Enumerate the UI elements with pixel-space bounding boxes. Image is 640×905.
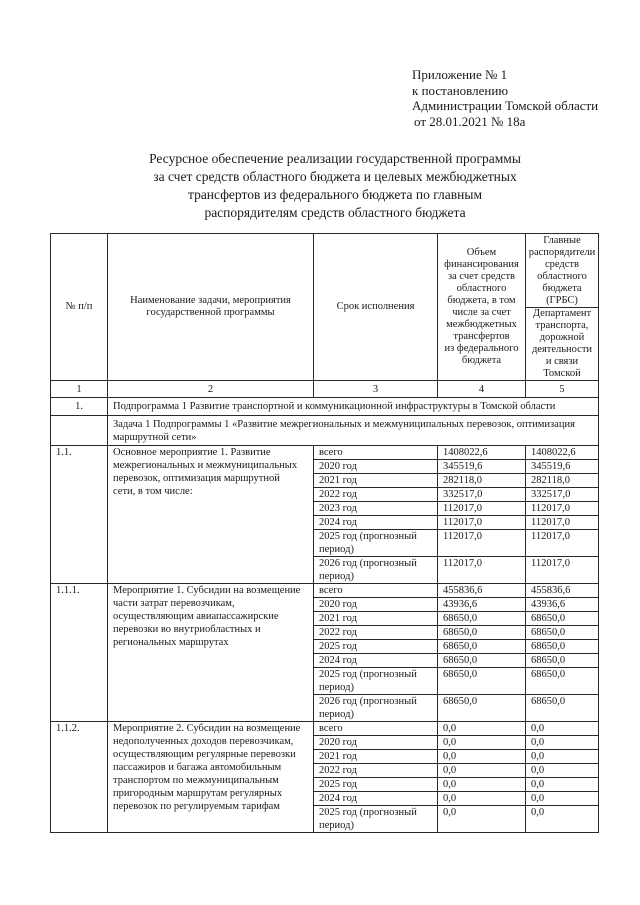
volume-cell: 455836,6 <box>438 584 526 598</box>
header-volume: Объем финансирования за счет средств областного бюджета, в том числе за счет межбюджетных трансфертов из федерального бюджета <box>438 234 526 381</box>
department-cell: 282118,0 <box>526 474 599 488</box>
department-cell: 68650,0 <box>526 695 599 722</box>
volume-cell: 0,0 <box>438 806 526 833</box>
period-cell: 2020 год <box>314 736 438 750</box>
volume-cell: 68650,0 <box>438 626 526 640</box>
volume-cell: 0,0 <box>438 736 526 750</box>
sections-body <box>51 446 599 833</box>
task-row <box>51 416 599 446</box>
appendix-note <box>412 67 598 130</box>
department-cell: 0,0 <box>526 736 599 750</box>
department-cell: 0,0 <box>526 792 599 806</box>
department-cell: 1408022,6 <box>526 446 599 460</box>
section-number: 1.1.2. <box>51 722 108 833</box>
period-cell: 2024 год <box>314 792 438 806</box>
appendix-date-line: от 28.01.2021 № 18а <box>414 114 526 130</box>
appendix-line: Приложение № 1 <box>412 67 508 82</box>
column-number: 4 <box>438 381 526 398</box>
subprogram-number: 1. <box>51 398 108 416</box>
volume-cell: 43936,6 <box>438 598 526 612</box>
section-number: 1.1.1. <box>51 584 108 722</box>
volume-cell: 112017,0 <box>438 516 526 530</box>
section-name: Мероприятие 2. Субсидии на возмещение недополученных доходов перевозчикам, осуществляющим регулярные перевозки пассажиров и багажа автомобильным транспортом по межмуниципальным пригородным маршрутам регулярных перевозок по регулируемым тарифам <box>108 722 314 833</box>
appendix-line: Администрации Томской области <box>412 98 599 114</box>
period-cell: 2026 год (прогнозный период) <box>314 695 438 722</box>
department-cell: 68650,0 <box>526 654 599 668</box>
period-cell: 2024 год <box>314 516 438 530</box>
volume-cell: 0,0 <box>438 750 526 764</box>
period-cell: 2020 год <box>314 460 438 474</box>
header-name: Наименование задачи, мероприятия государственной программы <box>108 234 314 381</box>
table-row <box>51 446 599 460</box>
department-cell: 43936,6 <box>526 598 599 612</box>
section-name: Основное мероприятие 1. Развитие межрегиональных и межмуниципальных перевозок, оптимизация маршрутной сети, в том числе: <box>108 446 314 584</box>
task-number-empty <box>51 416 108 446</box>
department-cell: 68650,0 <box>526 612 599 626</box>
department-cell: 0,0 <box>526 722 599 736</box>
volume-cell: 0,0 <box>438 764 526 778</box>
task-title: Задача 1 Подпрограммы 1 «Развитие межрегиональных и межмуниципальных перевозок, оптимизация маршрутной сети» <box>108 416 599 446</box>
header-row <box>51 234 599 308</box>
column-number: 2 <box>108 381 314 398</box>
resource-table <box>50 233 599 833</box>
volume-cell: 68650,0 <box>438 654 526 668</box>
period-cell: 2021 год <box>314 750 438 764</box>
period-cell: всего <box>314 584 438 598</box>
header-term: Срок исполнения <box>314 234 438 381</box>
header-department: Департамент транспорта, дорожной деятельности и связи Томской <box>526 308 599 381</box>
period-cell: 2020 год <box>314 598 438 612</box>
period-cell: всего <box>314 722 438 736</box>
department-cell: 0,0 <box>526 806 599 833</box>
subprogram-title: Подпрограмма 1 Развитие транспортной и коммуникационной инфраструктуры в Томской области <box>108 398 599 416</box>
period-cell: 2025 год <box>314 640 438 654</box>
column-number: 3 <box>314 381 438 398</box>
header-number: № п/п <box>51 234 108 381</box>
period-cell: 2025 год <box>314 778 438 792</box>
department-cell: 112017,0 <box>526 557 599 584</box>
period-cell: 2022 год <box>314 626 438 640</box>
period-cell: 2023 год <box>314 502 438 516</box>
period-cell: 2022 год <box>314 488 438 502</box>
volume-cell: 112017,0 <box>438 502 526 516</box>
volume-cell: 0,0 <box>438 722 526 736</box>
section-number: 1.1. <box>51 446 108 584</box>
volume-cell: 282118,0 <box>438 474 526 488</box>
department-cell: 345519,6 <box>526 460 599 474</box>
department-cell: 455836,6 <box>526 584 599 598</box>
table-row <box>51 584 599 598</box>
appendix-line: к постановлению <box>412 82 509 98</box>
department-cell: 68650,0 <box>526 640 599 654</box>
volume-cell: 345519,6 <box>438 460 526 474</box>
table-row <box>51 722 599 736</box>
document-title: Ресурсное обеспечение реализации государственной программы за счет средств областного бюджета и целевых межбюджетных трансфертов из федерального бюджета по главным распорядителям средств областного бюджета <box>149 151 521 220</box>
department-cell: 112017,0 <box>526 502 599 516</box>
volume-cell: 332517,0 <box>438 488 526 502</box>
period-cell: 2026 год (прогнозный период) <box>314 557 438 584</box>
period-cell: 2022 год <box>314 764 438 778</box>
period-cell: 2025 год (прогнозный период) <box>314 530 438 557</box>
section-name: Мероприятие 1. Субсидии на возмещение части затрат перевозчикам, осуществляющим авиапассажирские перевозки во внутриобластных и региональных маршрутах <box>108 584 314 722</box>
department-cell: 112017,0 <box>526 530 599 557</box>
department-cell: 68650,0 <box>526 668 599 695</box>
volume-cell: 68650,0 <box>438 612 526 626</box>
period-cell: 2025 год (прогнозный период) <box>314 668 438 695</box>
department-cell: 112017,0 <box>526 516 599 530</box>
volume-cell: 0,0 <box>438 778 526 792</box>
subprogram-row <box>51 398 599 416</box>
volume-cell: 68650,0 <box>438 668 526 695</box>
period-cell: всего <box>314 446 438 460</box>
department-cell: 0,0 <box>526 750 599 764</box>
volume-cell: 112017,0 <box>438 557 526 584</box>
volume-cell: 68650,0 <box>438 695 526 722</box>
period-cell: 2025 год (прогнозный период) <box>314 806 438 833</box>
department-cell: 0,0 <box>526 778 599 792</box>
department-cell: 68650,0 <box>526 626 599 640</box>
volume-cell: 112017,0 <box>438 530 526 557</box>
column-number: 5 <box>526 381 599 398</box>
header-grbs: Главные распорядители средств областного бюджета (ГРБС) <box>526 234 599 308</box>
period-cell: 2024 год <box>314 654 438 668</box>
column-number: 1 <box>51 381 108 398</box>
period-cell: 2021 год <box>314 612 438 626</box>
volume-cell: 1408022,6 <box>438 446 526 460</box>
department-cell: 332517,0 <box>526 488 599 502</box>
column-number-row <box>51 381 599 398</box>
volume-cell: 0,0 <box>438 792 526 806</box>
department-cell: 0,0 <box>526 764 599 778</box>
volume-cell: 68650,0 <box>438 640 526 654</box>
period-cell: 2021 год <box>314 474 438 488</box>
